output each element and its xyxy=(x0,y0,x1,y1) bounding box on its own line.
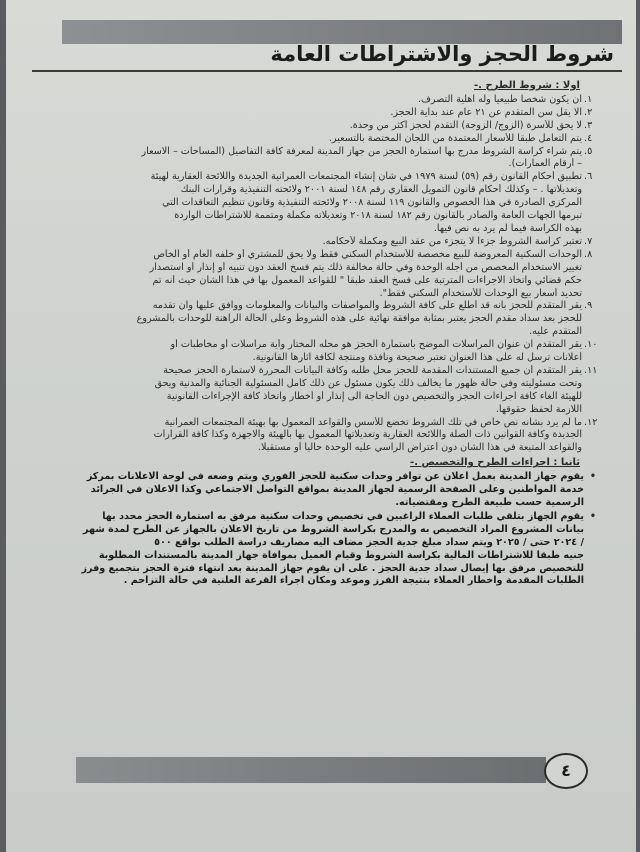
list-item xyxy=(54,236,598,249)
item-number: ١. xyxy=(584,93,593,105)
item-text-line: يقر المتقدم ان عنوان المراسلات الموضح باستمارة الحجز هو محله المختار وأية مراسلات أو مخاطبات أو xyxy=(170,339,582,351)
item-number: ٦. xyxy=(584,171,593,183)
item-text-line: تعتبر كراسة الشروط جزءا لا يتجزء من عقد البيع ومكملة لأحكامه. xyxy=(322,235,582,247)
item-text-line: الوحدات السكنية المعروضة للبيع مخصصة للأستخدام السكني فقط ولا يحق للمشتري أو خلفه العام أو الخاص xyxy=(153,248,582,260)
bullet-text-line: الرسمية حسب طبيعة الطرح ومقتضياته. xyxy=(395,497,584,508)
bullet-text-line: للتخصيص مرفق بها إيصال سداد جدية الحجز . على ان يقوم جهاز المدينة بعد انتهاء فترة الحجز بتجميع وفرز xyxy=(81,562,584,574)
item-number: ٤. xyxy=(584,132,593,144)
terms-list xyxy=(54,94,598,455)
list-item xyxy=(54,300,598,339)
document-body xyxy=(54,78,598,589)
page-title: شروط الحجز والاشتراطات العامة xyxy=(270,42,614,66)
item-text-line: يقر المتقدم للحجز بأنه قد أطلع على كافة الشروط والمواصفات والبيانات والمعلومات ووافق عليها وان تقدمه xyxy=(152,300,582,312)
bullet-text-line: / ٢٠٢٤ حتى / ٢٠٢٥ ويتم سداد مبلغ جدية الحجز مضاف اليه مصاريف دراسة الطلب بواقع ٥٠٠ xyxy=(154,536,584,548)
item-text-line: الجديدة وكافة القوانين ذات الصلة واللائحة العقارية وتعديلاتها المعمول بها بالهيئة والاجهزة وكذا كافة القرارات xyxy=(153,429,582,441)
item-text-line: يتم شراء كراسة الشروط مدرج بها استمارة الحجز من جهاز المدينة لمعرفة كافة التفاصيل (المساحات – الاسعار xyxy=(141,145,582,157)
list-item xyxy=(54,146,598,172)
item-text-line: اللازمة لحفظ حقوقها. xyxy=(495,403,582,415)
item-number: ١٠. xyxy=(584,339,598,351)
bullet-icon: • xyxy=(589,471,596,483)
item-text-line: أعلانات ترسل له على هذا العنوان تعتبر صحيحة ونافذة ومنتجة لكافة آثارها القانونية. xyxy=(252,352,582,364)
list-item xyxy=(54,107,598,120)
bullet-item xyxy=(54,511,598,588)
item-text-line: المركزي الصادرة في هذا الخصوص والقانون ١١٩ لسنة ٢٠٠٨ ولائحته التنفيذية وقانون تنظيم التعاقدات التي xyxy=(162,197,582,209)
item-number: ٣. xyxy=(584,119,593,131)
item-text-line: لا يحق للأسرة (الزوج/ الزوجة) التقدم لحجز أكثر من وحدة. xyxy=(349,119,582,131)
item-text-line: المتقدم عليه. xyxy=(529,326,582,338)
list-item xyxy=(54,120,598,133)
bullet-text-line: جنيه طبقا للاشتراطات المالية بكراسة الشروط وقيام العميل بموافاة جهاز المدينة بالمستندات المطلوبة xyxy=(98,549,584,561)
item-text-line: – أرقام العمارات). xyxy=(508,158,582,170)
item-text-line: تطبيق أحكام القانون رقم (٥٩) لسنة ١٩٧٩ في شأن إنشاء المجتمعات العمرانية الجديدة واللائحة العقارية لهيئة xyxy=(150,171,582,183)
bullet-text-line: بيانات المشروع المراد التخصيص به والمدرج بكراسة الشروط من تاريخ الاعلان بالجهاز عن الطرح لمدة شهر xyxy=(83,523,584,535)
title-underline xyxy=(32,70,622,72)
bullet-icon: • xyxy=(589,510,596,522)
footer-bar xyxy=(76,757,546,783)
item-text-line: والقواعد المتبعة في هذا الشأن دون أعتراض الراسي عليه الوحدة حاليا أو مستقبلا. xyxy=(257,442,582,454)
item-number: ٢. xyxy=(584,106,593,118)
item-text-line: حكم قضائي واتخاذ الاجراءات المترتبة على فسخ العقد طبقاً " للقواعد المعمول بها في هذا الشأن حيث أنه تم xyxy=(152,274,582,286)
item-number: ١١. xyxy=(584,364,598,376)
document-page xyxy=(6,0,636,852)
procedures-list xyxy=(54,471,598,588)
item-text-line: تبرمها الجهات العامة والصادر بالقانون رقم ١٨٢ لسنة ٢٠١٨ وتعديلاته مكملة ومتممة للاشتراطات الواردة xyxy=(174,210,582,222)
bullet-text-line: يقوم جهاز المدينة بعمل اعلان عن توافر وحدات سكنية للحجز الفوري ويتم وضعه في لوحة الاعلانات بمركز xyxy=(86,471,584,483)
list-item xyxy=(54,94,598,107)
item-text-line: تغيير الاستخدام المخصص من أجله الوحدة وفي حالة مخالفة ذلك يتم فسخ العقد دون تنبيه أو إنذار أو استصدار xyxy=(149,261,582,273)
item-text-line: الا يقل سن المتقدم عن ٢١ عام عند بداية الحجز. xyxy=(390,106,582,118)
list-item xyxy=(54,417,598,456)
list-item xyxy=(54,133,598,146)
bullet-text-line: الطلبات المقدمة واخطار العملاء بنتيجة الفرز وموعد ومكان اجراء القرعة العلنية في حالة التزاحم . xyxy=(123,575,584,587)
list-item xyxy=(54,249,598,301)
item-text-line: للحجز بعد سداد مقدم الحجز يعتبر بمثابة موافقة نهائية على هذه الشروط وعلى الحالة الراهنة للوحدات بالمشروع xyxy=(136,313,582,325)
item-number: ٨. xyxy=(584,248,593,260)
item-text-line: يقر المتقدم أن جميع المستندات المقدمة للحجز محل طلبه وكافة البيانات المحررة لاستمارة الحجز صحيحة xyxy=(163,364,582,376)
item-text-line: بهذه الكراسة فيما لم يرد به نص فيها. xyxy=(433,222,582,234)
list-item xyxy=(54,171,598,236)
page-number: ٤ xyxy=(544,753,588,789)
item-text-line: للهيئة الغاء كافة اجراءات الحجز والتخصيص دون الحاجة الى إنذار أو أخطار واتخاذ كافة الإجراءات القانونية xyxy=(166,390,582,402)
item-number: ٩. xyxy=(584,300,593,312)
item-text-line: ما لم يرد بشأنه نص خاص في تلك الشروط تخضع للأسس والقواعد المعمول بها بهيئة المجتمعات العمرانية xyxy=(164,416,582,428)
bullet-item xyxy=(54,471,598,510)
item-text-line: تحديد أسعار بيع الوحدات للأستخدام السكني فقط". xyxy=(379,287,582,299)
item-text-line: ان يكون شخصا طبيعيا وله اهلية التصرف. xyxy=(417,93,582,105)
item-number: ٥. xyxy=(584,145,593,157)
item-text-line: وتحت مسئوليته وفي حالة ظهور ما يخالف ذلك يكون مسئول عن ذلك كامل المسئولية الجنائية والمدنية ويحق xyxy=(154,377,582,389)
item-number: ٧. xyxy=(584,235,593,247)
list-item xyxy=(54,339,598,365)
item-text-line: يتم التعامل طبقا للأسعار المعتمدة من اللجان المختصة بالتسعير. xyxy=(328,132,582,144)
item-text-line: وتعديلاتها . – وكذلك أحكام قانون التمويل العقاري رقم ١٤٨ لسنة ٢٠٠١ ولائحته التنفيذية وقرارات البنك xyxy=(180,184,582,196)
section-heading: اولا : شروط الطرح .- xyxy=(474,80,580,91)
bullet-text-line: يقوم الجهاز بتلقي طلبات العملاء الراغبين في تخصيص وحدات سكنية مرفق به استمارة الحجز محدد بها xyxy=(102,510,584,522)
list-item xyxy=(54,365,598,417)
bullet-text-line: خدمة المواطنين وعلى الصفحة الرسمية لجهاز المدينة بمواقع التواصل الاجتماعي وكذا الاعلان في الجرائد xyxy=(90,484,584,496)
section-heading: ثانيا : اجراءات الطرح والتخصيص .- xyxy=(410,457,580,469)
item-number: ١٢. xyxy=(584,416,598,428)
header-bar xyxy=(62,20,622,44)
